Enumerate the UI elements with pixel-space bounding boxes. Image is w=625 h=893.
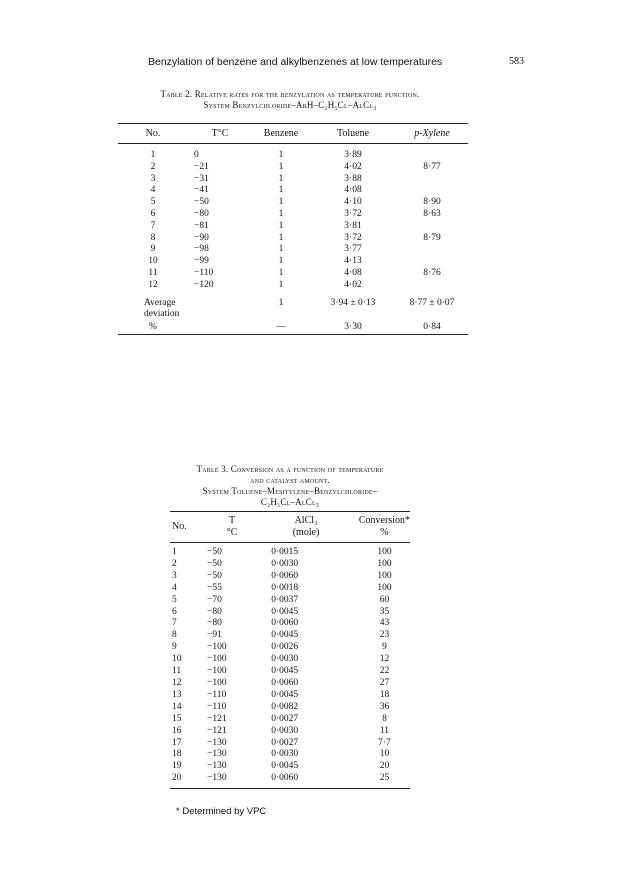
table3-header-conversion xyxy=(359,512,410,543)
table3-row xyxy=(170,595,410,607)
table3-cell-temp: −130 xyxy=(207,737,227,748)
table3-cell-alcl3: 0·0027 xyxy=(271,713,299,724)
table2-row xyxy=(118,162,468,174)
table2-cell-benzene: 1 xyxy=(278,161,284,172)
table2-cell-toluene: 3·77 xyxy=(344,244,362,255)
table2-average-xylene: 8·77 ± 0·07 xyxy=(409,297,455,308)
table3-cell-temp: −80 xyxy=(207,618,222,629)
table3-cell-no: 17 xyxy=(172,737,182,748)
table3-cell-no: 7 xyxy=(172,618,177,629)
table2-row xyxy=(118,144,468,162)
table2-cell-temp: −41 xyxy=(194,185,209,196)
table3-header-alcl3-bottom: (mole) xyxy=(292,527,320,538)
table2-cell-temp: −110 xyxy=(194,267,214,278)
table3-row xyxy=(170,618,410,630)
table3-cell-no: 13 xyxy=(172,689,182,700)
table3-cell-no: 14 xyxy=(172,701,182,712)
table3-cell-no: 6 xyxy=(172,606,177,617)
table3-cell-conversion: 9 xyxy=(382,642,387,653)
table3-cell-temp: −130 xyxy=(207,773,271,788)
table3-row xyxy=(170,714,410,726)
table3-cell-conversion: 100 xyxy=(377,582,392,593)
table3-cell-alcl3: 0·0045 xyxy=(271,606,299,617)
table2-cell-toluene: 4·02 xyxy=(344,279,362,290)
table3-cell-no: 2 xyxy=(172,558,177,569)
table2-average-row xyxy=(118,292,468,309)
table2-percent-benzene: — xyxy=(252,320,310,335)
table3-cell-conversion: 60 xyxy=(379,594,390,605)
table3-cell-temp: −110 xyxy=(207,689,227,700)
table3-row xyxy=(170,690,410,702)
table3-header-conversion-bottom: % xyxy=(380,527,389,538)
table2-cell-benzene: 1 xyxy=(278,150,284,160)
table3-caption-line1: Table 3. Conversion as a function of temperature xyxy=(196,464,384,474)
table2-cell-xylene xyxy=(396,221,468,233)
table2 xyxy=(118,123,468,335)
table3-caption-line3: System Toluene–Mesitylene–Benzylchloride– xyxy=(202,486,378,496)
table3-cell-temp: −121 xyxy=(207,725,227,736)
table3 xyxy=(170,511,410,789)
table2-caption-line2: System Benzylchloride–ArH–C₂H₅Cl–AlCl₃ xyxy=(203,100,377,110)
table3-cell-alcl3: 0·0018 xyxy=(271,582,299,593)
table2-cell-benzene: 1 xyxy=(278,279,284,290)
table2-deviation-row xyxy=(118,309,468,321)
table2-row xyxy=(118,233,468,245)
table2-cell-xylene: 8·90 xyxy=(423,197,441,208)
table3-row xyxy=(170,607,410,619)
table3-header-temp-top: T xyxy=(229,515,236,526)
table2-average-benzene: 1 xyxy=(278,297,284,308)
table3-header-temp-bottom: °C xyxy=(226,527,238,538)
table3-row xyxy=(170,761,410,773)
table2-cell-toluene: 3·72 xyxy=(344,208,362,219)
table2-cell-no: 1 xyxy=(150,150,156,160)
table2-cell-benzene: 1 xyxy=(278,208,284,219)
table2-cell-toluene: 4·08 xyxy=(344,267,362,278)
table3-row xyxy=(170,773,410,788)
table3-cell-conversion: 22 xyxy=(379,666,390,677)
table2-cell-xylene: 8·76 xyxy=(423,267,441,278)
table3-cell-temp: −100 xyxy=(207,642,227,653)
table3-cell-conversion: 12 xyxy=(379,654,390,665)
table2-cell-xylene xyxy=(396,256,468,268)
table3-cell-alcl3: 0·0026 xyxy=(271,642,299,653)
table2-row xyxy=(118,280,468,292)
table2-cell-xylene xyxy=(396,244,468,256)
table3-row xyxy=(170,726,410,738)
table2-cell-temp: −50 xyxy=(194,197,209,208)
table3-cell-conversion: 43 xyxy=(379,618,390,629)
table2-cell-no: 12 xyxy=(148,279,158,290)
table3-cell-alcl3: 0·0060 xyxy=(271,618,299,629)
table2-percent-toluene: 3·30 xyxy=(310,320,396,335)
table3-row xyxy=(170,666,410,678)
table2-cell-toluene: 3·81 xyxy=(344,220,362,231)
table3-cell-no: 18 xyxy=(172,749,182,760)
table2-cell-temp: −31 xyxy=(194,173,209,184)
table2-row xyxy=(118,221,468,233)
table2-percent-label: % xyxy=(118,320,188,335)
table3-cell-no: 19 xyxy=(172,761,182,772)
table2-row xyxy=(118,185,468,197)
table3-row xyxy=(170,559,410,571)
table2-cell-temp: −80 xyxy=(194,208,209,219)
running-title: Benzylation of benzene and alkylbenzenes at low temperatures xyxy=(148,56,443,68)
table3-cell-no: 5 xyxy=(172,594,177,605)
table2-cell-toluene: 4·08 xyxy=(344,185,362,196)
table2-cell-benzene: 1 xyxy=(278,267,284,278)
table2-row xyxy=(118,197,468,209)
table3-caption-line2: and catalyst amount. xyxy=(250,475,330,485)
table2-percent-xylene: 0·84 xyxy=(396,320,468,335)
table3-cell-alcl3: 0·0015 xyxy=(271,547,299,557)
table3-header-alcl3-top: AlCl₃ xyxy=(294,515,318,526)
table3-cell-temp: −91 xyxy=(207,630,222,641)
table2-cell-toluene: 4·13 xyxy=(344,256,362,267)
table3-cell-conversion: 100 xyxy=(377,558,392,569)
table2-cell-no: 6 xyxy=(150,208,156,219)
table2-header-no: No. xyxy=(118,124,188,144)
table3-cell-alcl3: 0·0060 xyxy=(271,570,299,581)
table2-cell-temp: −21 xyxy=(194,161,209,172)
table3-cell-temp: −100 xyxy=(207,654,227,665)
table3-cell-no: 3 xyxy=(172,570,177,581)
table3-row xyxy=(170,642,410,654)
table2-cell-no: 9 xyxy=(150,244,156,255)
table2-header-toluene: Toluene xyxy=(310,124,396,144)
table2-average-label: Average xyxy=(144,297,176,308)
table2-cell-no: 3 xyxy=(150,173,156,184)
table3-cell-temp: −50 xyxy=(207,570,222,581)
table3-cell-no: 4 xyxy=(172,582,177,593)
table2-cell-xylene: 8·79 xyxy=(423,232,441,243)
table2-row xyxy=(118,244,468,256)
table2-cell-benzene: 1 xyxy=(278,244,284,255)
table3-cell-alcl3: 0·0082 xyxy=(271,701,299,712)
table3-cell-no: 11 xyxy=(172,666,182,677)
table2-cell-no: 8 xyxy=(150,232,156,243)
page-number: 583 xyxy=(509,56,524,67)
table2-cell-toluene: 3·72 xyxy=(344,232,362,243)
table3-cell-alcl3: 0·0027 xyxy=(271,737,299,748)
table2-cell-benzene: 1 xyxy=(278,256,284,267)
table3-cell-conversion: 20 xyxy=(379,761,390,772)
table2-header-benzene: Benzene xyxy=(252,124,310,144)
table3-caption-line4: C₂H₅Cl–AlCl₃ xyxy=(260,497,320,507)
table3-cell-conversion: 8 xyxy=(382,713,387,724)
table2-row xyxy=(118,209,468,221)
table3-cell-temp: −121 xyxy=(207,713,227,724)
table3-row xyxy=(170,749,410,761)
table3-cell-temp: −110 xyxy=(207,701,227,712)
table2-cell-temp: −90 xyxy=(194,232,209,243)
table3-cell-conversion: 18 xyxy=(379,689,390,700)
table2-cell-benzene: 1 xyxy=(278,220,284,231)
table3-cell-conversion: 23 xyxy=(379,630,390,641)
table3-cell-no: 15 xyxy=(172,713,182,724)
table3-cell-alcl3: 0·0030 xyxy=(271,725,299,736)
table2-cell-temp: −98 xyxy=(194,244,209,255)
table2-cell-temp: 0 xyxy=(194,150,199,160)
table3-header-row xyxy=(170,512,410,543)
table2-cell-xylene: 8·77 xyxy=(423,161,441,172)
table3-cell-conversion: 27 xyxy=(379,677,390,688)
table3-header-temp xyxy=(207,512,271,543)
table2-cell-temp: −99 xyxy=(194,256,209,267)
table3-cell-temp: −130 xyxy=(207,749,227,760)
table2-cell-benzene: 1 xyxy=(278,232,284,243)
table3-cell-temp: −100 xyxy=(207,666,227,677)
table2-cell-xylene xyxy=(396,144,468,162)
table3-cell-alcl3: 0·0045 xyxy=(271,630,299,641)
table2-cell-benzene: 1 xyxy=(278,173,284,184)
table2-row xyxy=(118,256,468,268)
table2-row xyxy=(118,268,468,280)
table3-cell-temp: −130 xyxy=(207,761,227,772)
table2-cell-no: 4 xyxy=(150,185,156,196)
table2-average-toluene: 3·94 ± 0·13 xyxy=(330,297,376,308)
table3-cell-temp: −100 xyxy=(207,677,227,688)
table2-cell-toluene: 4·02 xyxy=(344,161,362,172)
table3-cell-alcl3: 0·0045 xyxy=(271,761,299,772)
table2-header-temp: T°C xyxy=(188,124,252,144)
table2-cell-no: 5 xyxy=(150,197,156,208)
table3-cell-alcl3: 0·0060 xyxy=(271,773,359,788)
table3-cell-conversion: 25 xyxy=(359,773,410,788)
table2-cell-benzene: 1 xyxy=(278,197,284,208)
table3-cell-temp: −70 xyxy=(207,594,222,605)
table3-cell-no: 1 xyxy=(172,547,177,557)
table3-cell-no: 10 xyxy=(172,654,182,665)
table3-row xyxy=(170,543,410,559)
table3-cell-alcl3: 0·0037 xyxy=(271,594,299,605)
table3-cell-alcl3: 0·0045 xyxy=(271,689,299,700)
table3-cell-temp: −50 xyxy=(207,547,222,557)
table3-row xyxy=(170,583,410,595)
table3-row xyxy=(170,571,410,583)
table2-cell-no: 7 xyxy=(150,220,156,231)
table3-cell-conversion: 10 xyxy=(379,749,390,760)
table2-cell-xylene: 8·63 xyxy=(423,208,441,219)
table3-row xyxy=(170,702,410,714)
table2-cell-xylene xyxy=(396,280,468,292)
table2-header-row xyxy=(118,124,468,144)
table2-cell-xylene xyxy=(396,185,468,197)
table3-header-conversion-top: Conversion* xyxy=(358,515,410,526)
table2-cell-toluene: 4·10 xyxy=(344,197,362,208)
table2-deviation-label: deviation xyxy=(144,308,180,319)
table3-cell-conversion: 11 xyxy=(379,725,390,736)
table3-cell-conversion: 35 xyxy=(379,606,390,617)
table2-row xyxy=(118,174,468,186)
table3-cell-temp: −80 xyxy=(207,606,222,617)
table3-cell-alcl3: 0·0030 xyxy=(271,558,299,569)
table3-cell-temp: −55 xyxy=(207,582,222,593)
table2-header-xylene: p-Xylene xyxy=(396,124,468,144)
table3-footnote: * Determined by VPC xyxy=(176,806,267,817)
table3-cell-conversion: 7·7 xyxy=(378,737,391,748)
table2-cell-no: 10 xyxy=(148,256,158,267)
table3-cell-no: 8 xyxy=(172,630,177,641)
table3-header-alcl3 xyxy=(271,512,359,543)
table3-cell-no: 9 xyxy=(172,642,177,653)
table3-cell-no: 12 xyxy=(172,677,182,688)
table2-percent-row xyxy=(118,320,468,335)
table2-cell-temp: −120 xyxy=(194,279,214,290)
table3-cell-no: 20 xyxy=(170,773,207,788)
table3-row xyxy=(170,678,410,690)
table3-header-no: No. xyxy=(170,512,207,543)
table3-cell-no: 16 xyxy=(172,725,182,736)
table3-cell-temp: −50 xyxy=(207,558,222,569)
table2-cell-no: 2 xyxy=(150,161,156,172)
table2-caption-line1: Table 2. Relative rates for the benzylation as temperature function. xyxy=(160,89,420,99)
table3-cell-conversion: 36 xyxy=(379,701,390,712)
table2-cell-toluene: 3·88 xyxy=(344,173,362,184)
table3-cell-alcl3: 0·0030 xyxy=(271,749,299,760)
table3-row xyxy=(170,654,410,666)
table3-cell-alcl3: 0·0030 xyxy=(271,654,299,665)
table3-cell-conversion: 100 xyxy=(377,547,392,557)
table3-row xyxy=(170,738,410,750)
table2-cell-no: 11 xyxy=(148,267,158,278)
table2-cell-xylene xyxy=(396,174,468,186)
table2-cell-benzene: 1 xyxy=(278,185,284,196)
table3-cell-conversion: 100 xyxy=(377,570,392,581)
table2-cell-temp: −81 xyxy=(194,220,209,231)
table3-cell-alcl3: 0·0060 xyxy=(271,677,299,688)
table3-cell-alcl3: 0·0045 xyxy=(271,666,299,677)
table3-row xyxy=(170,630,410,642)
table2-cell-toluene: 3·89 xyxy=(344,150,362,160)
